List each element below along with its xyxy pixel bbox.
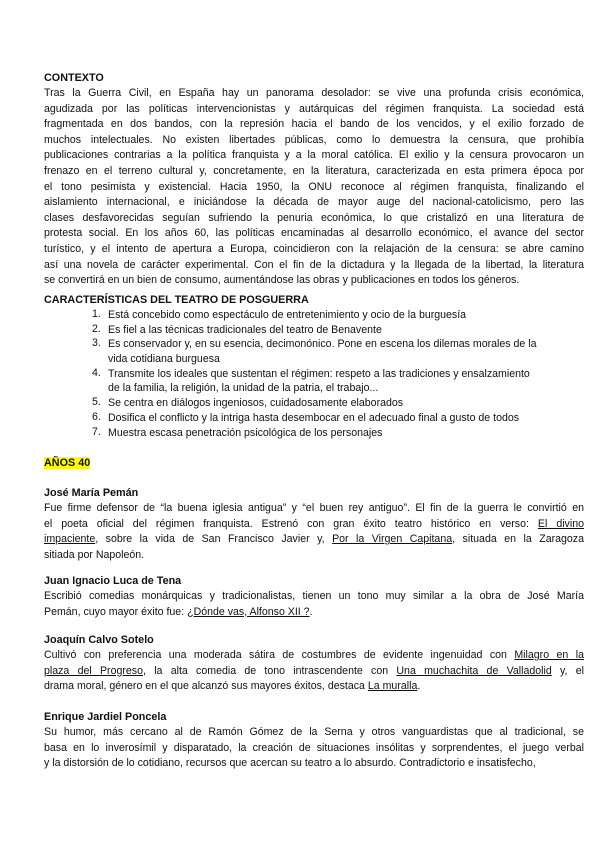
text-segment: el poeta oficial del régimen franquista. Estrenó con gran éxito teatro histórico en verso: [44, 517, 538, 530]
text-line [44, 273, 584, 289]
text-line [44, 532, 584, 548]
text-segment: drama moral, género en el que alcanzó sus mayores éxitos, destaca [44, 680, 368, 693]
list-item [44, 411, 584, 426]
text-line [44, 180, 584, 196]
text-line [44, 258, 584, 274]
text-segment: basa en lo inverosímil y disparatado, la creación de situaciones insólitas y sorprendentes, el juego verbal [44, 741, 584, 754]
text-line [44, 148, 584, 164]
list-item-text: Transmite los ideales que sustentan el régimen: respeto a las tradiciones y ensalzamiento [108, 367, 530, 380]
text-line [44, 133, 584, 149]
list-item [44, 396, 584, 411]
section-contexto [44, 71, 584, 289]
list-item [44, 426, 584, 441]
text-line [44, 117, 584, 133]
text-segment: . [309, 605, 313, 618]
text-line [44, 242, 584, 258]
text-line [44, 756, 584, 772]
text-segment: . [417, 680, 421, 693]
work-title: Una muchachita de Valladolid [396, 664, 552, 677]
list-number: 2. [92, 322, 101, 335]
text-line [44, 211, 584, 227]
author-name: Enrique Jardiel Poncela [44, 711, 167, 723]
list-item-text: Se centra en diálogos ingeniosos, cuidadosamente elaborados [108, 397, 404, 410]
work-title: El divino [537, 517, 584, 530]
work-title: Milagro en la [514, 649, 585, 661]
work-title: impaciente [44, 533, 96, 546]
text-segment: , sobre la vida de San Francisco Javier y, [95, 533, 333, 546]
heading-contexto: CONTEXTO [44, 72, 104, 84]
author-section [44, 633, 584, 695]
text-segment: muchos intelectuales. No existen libertades públicas, como lo demuestra la censura, que prohibía [44, 133, 584, 146]
list-item-text: Está concebido como espectáculo de entretenimiento y ocio de la burguesía [108, 309, 467, 321]
text-segment: fragmentada en dos bandos, con la represión hacia el bando de los vencidos, y el exilio forzado de [44, 118, 584, 131]
list-item-text: vida cotidiana burguesa [108, 353, 220, 366]
text-line [44, 589, 584, 605]
list-number: 5. [92, 396, 101, 409]
author-section [44, 574, 584, 620]
text-line [44, 164, 584, 180]
text-segment: protesta social. En los años 60, las políticas encaminadas al desarrollo económico, el avance del sector [44, 227, 584, 240]
author-name: José María Pemán [44, 487, 139, 499]
text-line [44, 517, 584, 533]
author-section [44, 710, 584, 772]
text-segment: sitiada por Napoleón. [44, 548, 145, 561]
text-line [44, 195, 584, 211]
author-section [44, 486, 584, 563]
text-line [44, 664, 584, 680]
author-name: Juan Ignacio Luca de Tena [44, 575, 182, 587]
list-item-text: Dosifica el conflicto y la intriga hasta desembocar en el adecuado final a gusto de todos [108, 411, 520, 424]
author-paragraph [44, 648, 584, 695]
text-segment: Cultivó con preferencia una moderada sátira de costumbres de evidente ingenuidad con [44, 649, 515, 661]
text-line [44, 548, 584, 564]
text-line [44, 102, 584, 118]
text-line [44, 741, 584, 757]
heading-anos-40: AÑOS 40 [44, 457, 91, 469]
text-segment: Fue firme defensor de “la buena iglesia antigua” y “el buen rey antiguo”. El fin de la guerra le convirtió en [44, 502, 584, 514]
text-segment: así una novela de carácter experimental. Con el fin de la dictadura y la llegada de la libertad, la literatura [44, 258, 584, 271]
author-name: Joaquín Calvo Sotelo [44, 634, 154, 646]
text-line [44, 501, 584, 517]
text-segment: frenazo en el terreno cultural y, concretamente, en la literatura, caracterizada en esta primera época por [44, 164, 584, 177]
text-line [44, 86, 584, 102]
section-caracteristicas [44, 293, 584, 440]
text-segment: agudizada por las políticas intervencionistas y autárquicas del régimen franquista. La sociedad está [44, 102, 584, 115]
text-segment: Tras la Guerra Civil, en España hay un panorama desolador: se vive una profunda crisis económica, [44, 87, 584, 99]
text-segment: publicaciones contrarias a la política franquista y a la moral católica. El exilio y la censura provocaron un [44, 149, 584, 162]
paragraph-contexto [44, 86, 584, 289]
list-item [44, 337, 584, 366]
text-segment: el tono pesimista y existencial. Hacia 1950, la ONU reconoce al régimen franquista, finalizando el [44, 180, 584, 193]
text-segment: Pemán, cuyo mayor éxito fue: [44, 605, 188, 618]
text-segment: turístico, y el intento de apertura a Europa, coincidieron con la relajación de la censura: se abre camino [44, 242, 584, 255]
work-title: ¿Dónde vas, Alfonso XII ? [187, 605, 310, 618]
text-line [44, 725, 584, 741]
list-item [44, 323, 584, 338]
text-segment: Su humor, más cercano al de Ramón Gómez de la Serna y otros vanguardistas que al tradicional, se [44, 726, 584, 738]
author-paragraph [44, 725, 584, 772]
text-segment: , la alta comedia de tono intrascendente con [142, 664, 397, 677]
author-paragraph [44, 501, 584, 563]
list-item-text: Muestra escasa penetración psicológica de los personajes [108, 426, 383, 439]
list-item-text: Es fiel a las técnicas tradicionales del teatro de Benavente [108, 323, 382, 336]
author-paragraph [44, 589, 584, 620]
text-segment: aislamiento internacional, e iniciándose la década de mayor auge del nacional-catolicismo, pero las [44, 196, 584, 209]
list-number: 4. [92, 366, 101, 379]
work-title: plaza del Progreso [44, 664, 143, 677]
text-line [44, 679, 584, 695]
text-segment: , situada en la Zaragoza [452, 533, 584, 546]
text-segment: clases desfavorecidas seguían sufriendo la penuria económica, lo que cristalizó en una literatura de [44, 211, 584, 224]
list-number: 3. [92, 337, 101, 350]
section-anos-40 [44, 456, 584, 471]
text-segment: y la distorsión de lo cotidiano, recursos que acercan su teatro a lo absurdo. Contradictorio e insatisfecho, [44, 757, 536, 770]
list-item-text: de la familia, la religión, la unidad de la patria, el trabajo... [108, 382, 379, 395]
list-number: 6. [92, 410, 101, 423]
list-number: 7. [92, 425, 101, 438]
heading-caracteristicas: CARACTERÍSTICAS DEL TEATRO DE POSGUERRA [44, 294, 309, 306]
list-item-text: Es conservador y, en su esencia, decimonónico. Pone en escena los dilemas morales de la [108, 338, 537, 351]
list-item [44, 367, 584, 396]
text-line [44, 605, 584, 621]
text-segment: se convertirá en un bien de consumo, aumentándose las obras y publicaciones en todos los géneros. [44, 274, 520, 287]
work-title: Por la Virgen Capitana [332, 533, 453, 546]
text-segment: Escribió comedias monárquicas y tradicionalistas, tienen un tono muy similar a la obra de José María [44, 590, 584, 602]
work-title: La muralla [367, 680, 418, 693]
list-number: 1. [92, 308, 101, 320]
list-item [44, 308, 584, 323]
text-line [44, 226, 584, 242]
numbered-list [44, 308, 584, 440]
text-segment: y, el [551, 664, 584, 677]
text-line [44, 648, 584, 664]
